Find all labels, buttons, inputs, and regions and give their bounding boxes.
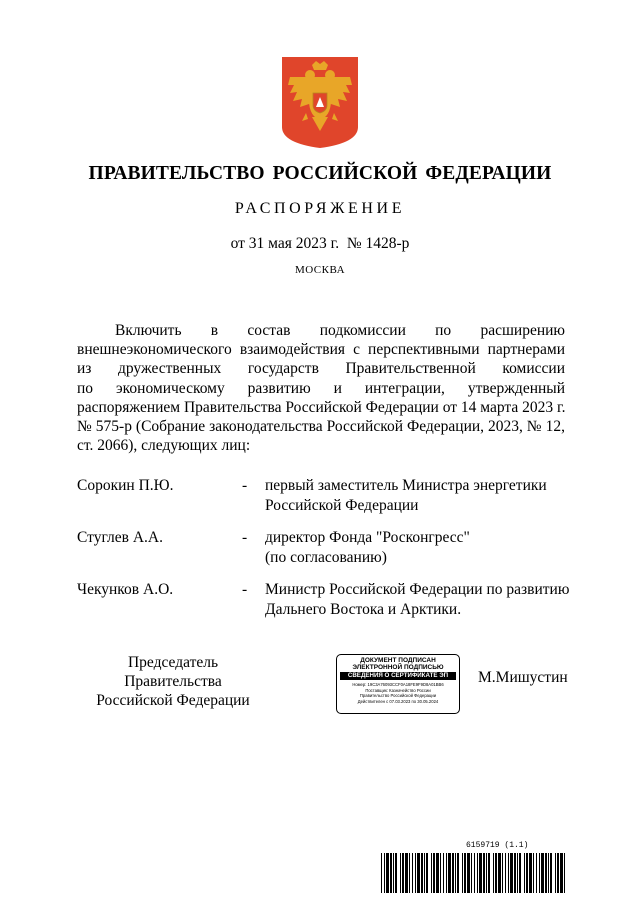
order-text-line: внешнеэкономического взаимодействия с перспективными партнерами: [77, 341, 565, 359]
person-role-line: Дальнего Востока и Арктики.: [265, 600, 462, 618]
person-entry: [77, 476, 577, 526]
barcode-bar: [474, 853, 475, 893]
barcode-bar: [479, 853, 482, 893]
barcode-bar: [446, 853, 447, 893]
barcode-bar: [455, 853, 456, 893]
barcode-bar: [548, 853, 549, 893]
document-date: от 31 мая 2023 г.: [230, 235, 340, 252]
barcode-bar: [488, 853, 490, 893]
signatory-title-line: Российской Федерации: [96, 692, 250, 709]
barcode-bar: [502, 853, 503, 893]
stamp-certificate-banner: СВЕДЕНИЯ О СЕРТИФИКАТЕ ЭП: [340, 672, 456, 680]
person-role: [265, 580, 575, 619]
barcode-bar: [486, 853, 487, 893]
signatory-title-line: Председатель Правительства: [124, 654, 222, 690]
person-entry: [77, 528, 577, 578]
barcode-bar: [505, 853, 506, 893]
barcode-icon: [381, 853, 567, 893]
barcode-bar: [550, 853, 552, 893]
order-text-line: Включить в состав подкомиссии по расширению: [115, 322, 565, 339]
barcode-bar: [440, 853, 441, 893]
barcode-bar: [433, 853, 435, 893]
person-name: Стуглев А.А.: [77, 529, 163, 546]
order-text-line: распоряжением Правительства Российской Федерации от 14 марта 2023 г.: [77, 398, 566, 416]
barcode-bar: [467, 853, 470, 893]
person-name: Сорокин П.Ю.: [77, 477, 174, 494]
person-name: Чекунков А.О.: [77, 581, 174, 598]
barcode-bar: [417, 853, 420, 893]
barcode-bar: [471, 853, 472, 893]
barcode-bar: [498, 853, 501, 893]
barcode-bar: [462, 853, 463, 893]
barcode-bar: [555, 853, 556, 893]
barcode-bar: [400, 853, 401, 893]
person-dash: -: [242, 581, 248, 598]
barcode-bar: [457, 853, 459, 893]
document-kind: РАСПОРЯЖЕНИЕ: [234, 200, 406, 217]
barcode-bar: [495, 853, 497, 893]
barcode-bar: [426, 853, 428, 893]
barcode-bar: [448, 853, 451, 893]
barcode-bar: [415, 853, 416, 893]
stamp-line: Правительство Российской Федерации: [359, 693, 437, 699]
barcode-bar: [539, 853, 540, 893]
barcode-bar: [560, 853, 563, 893]
person-role: [265, 476, 575, 515]
barcode-bar: [393, 853, 394, 893]
barcode-bar: [536, 853, 537, 893]
barcode-bar: [508, 853, 509, 893]
signatory-name: М.Мишустин: [478, 669, 568, 686]
person-role-line: Российской Федерации: [265, 496, 419, 514]
order-text-line: из дружественных государств Правительственной комиссии: [77, 360, 565, 378]
person-role: [265, 528, 575, 567]
stamp-line: ЭЛЕКТРОННОЙ ПОДПИСЬЮ: [352, 664, 444, 672]
barcode-bar: [386, 853, 389, 893]
barcode-bar: [381, 853, 382, 893]
person-role-line: директор Фонда "Росконгресс": [265, 529, 470, 546]
barcode-bar: [529, 853, 532, 893]
barcode-bar: [424, 853, 425, 893]
barcode-bar: [405, 853, 408, 893]
person-dash: -: [242, 477, 248, 494]
person-role-line: Министр Российской Федерации по развитию: [265, 581, 570, 598]
russian-coat-of-arms-icon: [280, 55, 360, 150]
order-text: [77, 321, 565, 455]
barcode-bar: [483, 853, 485, 893]
government-title: ПРАВИТЕЛЬСТВО РОССИЙСКОЙ ФЕДЕРАЦИИ: [88, 163, 552, 184]
barcode-bar: [564, 853, 565, 893]
barcode-bar: [395, 853, 397, 893]
barcode-bar: [477, 853, 478, 893]
stamp-line: Действителен с 07.03.2023 по 30.05.2024: [357, 698, 439, 704]
barcode-bar: [517, 853, 518, 893]
person-dash: -: [242, 529, 248, 546]
stamp-line: Поставщик: Казначейство России: [365, 687, 431, 693]
order-text-line: ст. 2066), следующих лиц:: [77, 437, 251, 455]
barcode-bar: [524, 853, 525, 893]
stamp-line: Номер: 19C3A76093CCF0A18FE9F9D8A01BB6: [352, 682, 444, 688]
barcode-bar: [402, 853, 404, 893]
barcode-bar: [431, 853, 432, 893]
barcode-bar: [436, 853, 439, 893]
barcode-bar: [519, 853, 521, 893]
barcode-bar: [514, 853, 516, 893]
barcode-bar: [384, 853, 385, 893]
barcode-bar: [443, 853, 444, 893]
person-entry: [77, 580, 577, 630]
electronic-signature-stamp: [336, 654, 460, 714]
barcode-bar: [533, 853, 534, 893]
barcode-bar: [493, 853, 494, 893]
barcode-bar: [409, 853, 410, 893]
barcode-bar: [510, 853, 513, 893]
signatory-title: [78, 653, 268, 710]
barcode-bar: [557, 853, 559, 893]
barcode-bar: [390, 853, 392, 893]
barcode-bar: [545, 853, 547, 893]
person-role-line: первый заместитель Министра энергетики: [265, 477, 547, 494]
order-text-line: № 575-р (Собрание законодательства Российской Федерации, 2023, № 12,: [77, 418, 565, 436]
document-date-line: [0, 235, 640, 253]
document-city: МОСКВА: [294, 264, 346, 276]
barcode-bar: [452, 853, 454, 893]
person-role-line: (по согласованию): [265, 548, 387, 566]
barcode-bar: [541, 853, 544, 893]
barcode-number: 6159719 (1.1): [466, 841, 529, 850]
persons-list: [77, 476, 577, 632]
document-number: № 1428-р: [346, 235, 410, 252]
barcode-bar: [464, 853, 466, 893]
order-text-line: по экономическому развитию и интеграции, утвержденный: [77, 379, 565, 397]
barcode-bar: [526, 853, 528, 893]
barcode-bar: [421, 853, 423, 893]
stamp-line: ДОКУМЕНТ ПОДПИСАН: [360, 657, 436, 664]
barcode-bar: [412, 853, 413, 893]
